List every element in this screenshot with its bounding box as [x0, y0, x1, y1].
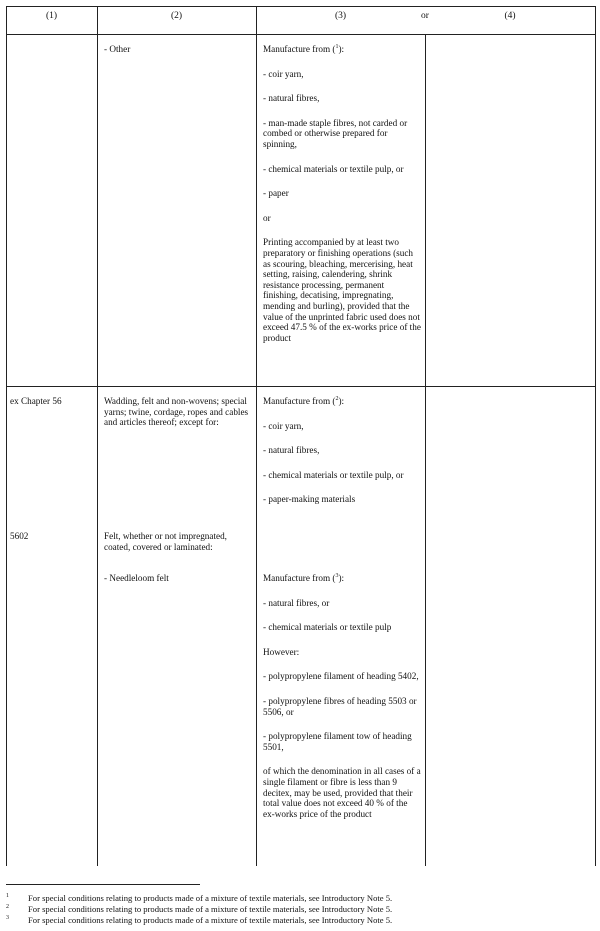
needle-intro: Manufacture from ($^3$): [263, 573, 345, 583]
footnote-rule [6, 884, 200, 885]
needle-however: However: [263, 646, 300, 657]
list-item: - natural fibres, [263, 93, 320, 104]
header-col-1: (1) [45, 11, 58, 21]
list-item: - natural fibres, or [263, 597, 330, 608]
other-description: - Other [104, 44, 131, 54]
col-border-right [595, 6, 596, 866]
ch56-description: Wadding, felt and non-wovens; special yarns; twine, cordage, ropes and cables and articles thereof; except for: [104, 396, 249, 428]
col-border-1 [97, 6, 98, 866]
list-item: - man-made staple fibres, not carded or combed or otherwise prepared for spinning, [263, 117, 408, 149]
other-or: or [263, 212, 271, 223]
col-border-2 [256, 6, 257, 866]
other-printing: Printing accompanied by at least two preparatory or finishing operations (such as scouring, bleaching, mercerising, heat setting, raising, calendering, shrink resistance processing, permanent finishing, decatising, impregnating, mending and burling), provided that the value of the unprinted fabric used does not exceed 47.5 % of the ex-works price of the product [263, 237, 421, 343]
col-border-3 [425, 34, 426, 866]
header-col-3: (3) [334, 11, 347, 21]
list-item: - coir yarn, [263, 420, 304, 431]
h5602-code: 5602 [10, 531, 29, 541]
other-intro: Manufacture from ($^1$): [263, 44, 345, 54]
needle-closing: of which the denomination in all cases of a single filament or fibre is less than 9 decitex, may be used, provided that their total value does not exceed 40 % of the ex-works price of the product [263, 766, 421, 819]
list-item: - paper [263, 188, 289, 199]
list-item: - coir yarn, [263, 68, 304, 79]
list-item: - chemical materials or textile pulp, or [263, 163, 404, 174]
ch56-intro: Manufacture from ($^2$): [263, 396, 345, 406]
needle-description: - Needleloom felt [104, 573, 169, 583]
ch56-code: ex Chapter 56 [10, 396, 62, 406]
list-item: - chemical materials or textile pulp, or [263, 469, 404, 480]
list-item: - paper-making materials [263, 494, 356, 505]
list-item: - polypropylene filament of heading 5402, [263, 671, 419, 682]
list-item: - natural fibres, [263, 445, 320, 456]
header-bottom-border [6, 34, 596, 35]
row-divider [6, 386, 596, 387]
header-or: or [421, 11, 429, 21]
ch56-rule [263, 396, 421, 519]
header-col-4: (4) [504, 11, 516, 21]
other-rule [263, 44, 421, 357]
list-item: - polypropylene filament tow of heading 5501, [263, 731, 412, 752]
list-item: - chemical materials or textile pulp [263, 622, 392, 633]
list-item: - polypropylene fibres of heading 5503 or 5506, or [263, 695, 417, 717]
header-col-2: (2) [170, 11, 183, 21]
h5602-description: Felt, whether or not impregnated, coated, covered or laminated: [104, 531, 227, 552]
col-border-left [6, 6, 7, 866]
needle-rule [263, 573, 421, 833]
